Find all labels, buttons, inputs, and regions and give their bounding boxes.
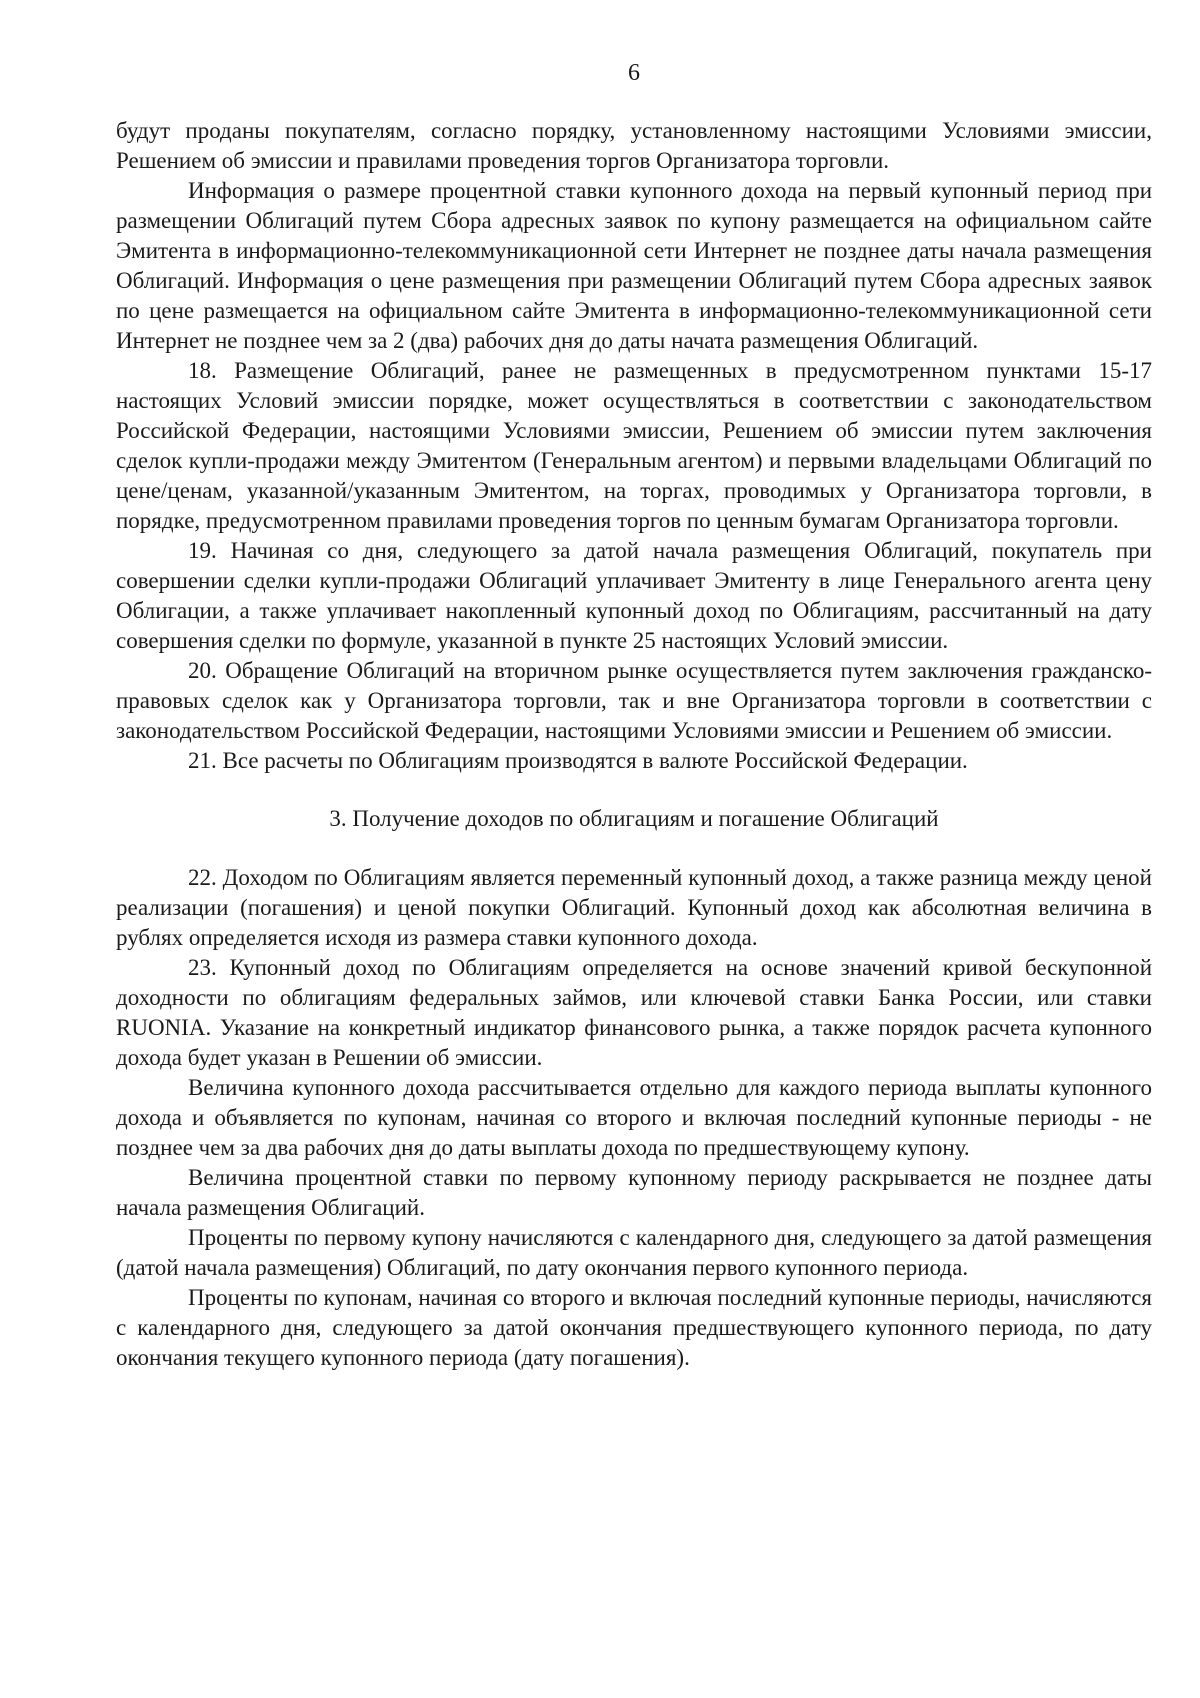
paragraph-19: 19. Начиная со дня, следующего за датой начала размещения Облигаций, покупатель при совершении сделки купли-продажи Облигаций уплачивает Эмитенту в лице Генерального агента цену Облигации, а также уплачивает накопленный купонный доход по Облигациям, рассчитанный на дату совершения сделки по формуле, указанной в пункте 25 настоящих Условий эмиссии.: [116, 538, 1152, 653]
paragraph-18: 18. Размещение Облигаций, ранее не размещенных в предусмотренном пунктами 15-17 настоящих Условий эмиссии порядке, может осуществляться в соответствии с законодательством Российской Федерации, настоящими Условиями эмиссии, Решением об эмиссии путем заключения сделок купли-продажи между Эмитентом (Генеральным агентом) и первыми владельцами Облигаций по цене/ценам, указанной/указанным Эмитентом, на торгах, проводимых у Организатора торговли, в порядке, предусмотренном правилами проведения торгов по ценным бумагам Организатора торговли.: [116, 358, 1152, 533]
paragraph-first-coupon-rate: Величина процентной ставки по первому купонному периоду раскрывается не позднее даты начала размещения Облигаций.: [116, 1165, 1152, 1220]
page-number: 6: [628, 60, 640, 86]
paragraph-coupon-rate-info: Информация о размере процентной ставки купонного дохода на первый купонный период при размещении Облигаций путем Сбора адресных заявок по купону размещается на официальном сайте Эмитента в информационно-телекоммуникационной сети Интернет не позднее даты начала размещения Облигаций. Информация о цене размещения при размещении Облигаций путем Сбора адресных заявок по цене размещается на официальном сайте Эмитента в информационно-телекоммуникационной сети Интернет не позднее чем за 2 (два) рабочих дня до даты начата размещения Облигаций.: [116, 178, 1152, 353]
paragraph-coupon-calculation: Величина купонного дохода рассчитывается отдельно для каждого периода выплаты купонного дохода и объявляется по купонам, начиная со второго и включая последний купонные периоды - не позднее чем за два рабочих дня до даты выплаты дохода по предшествующему купону.: [116, 1075, 1152, 1160]
paragraph-20: 20. Обращение Облигаций на вторичном рынке осуществляется путем заключения гражданско-правовых сделок как у Организатора торговли, так и вне Организатора торговли в соответствии с законодательством Российской Федерации, настоящими Условиями эмиссии и Решением об эмиссии.: [116, 658, 1152, 743]
paragraph-continuation: будут проданы покупателям, согласно порядку, установленному настоящими Условиями эмиссии, Решением об эмиссии и правилами проведения торгов Организатора торговли.: [116, 118, 1152, 173]
paragraph-subsequent-coupon-accrual: Проценты по купонам, начиная со второго и включая последний купонные периоды, начисляются с календарного дня, следующего за датой окончания предшествующего купонного периода, по дату окончания текущего купонного периода (дату погашения).: [116, 1285, 1152, 1370]
section-heading: 3. Получение доходов по облигациям и погашение Облигаций: [329, 806, 939, 831]
paragraph-23: 23. Купонный доход по Облигациям определяется на основе значений кривой бескупонной доходности по облигациям федеральных займов, или ключевой ставки Банка России, или ставки RUONIA. Указание на конкретный индикатор финансового рынка, а также порядок расчета купонного дохода будет указан в Решении об эмиссии.: [116, 955, 1152, 1070]
paragraph-22: 22. Доходом по Облигациям является переменный купонный доход, а также разница между ценой реализации (погашения) и ценой покупки Облигаций. Купонный доход как абсолютная величина в рублях определяется исходя из размера ставки купонного дохода.: [116, 865, 1152, 950]
paragraph-21: 21. Все расчеты по Облигациям производятся в валюте Российской Федерации.: [188, 748, 968, 773]
paragraph-first-coupon-accrual: Проценты по первому купону начисляются с календарного дня, следующего за датой размещения (датой начала размещения) Облигаций, по дату окончания первого купонного периода.: [116, 1225, 1152, 1280]
document-body: [116, 116, 1152, 1373]
